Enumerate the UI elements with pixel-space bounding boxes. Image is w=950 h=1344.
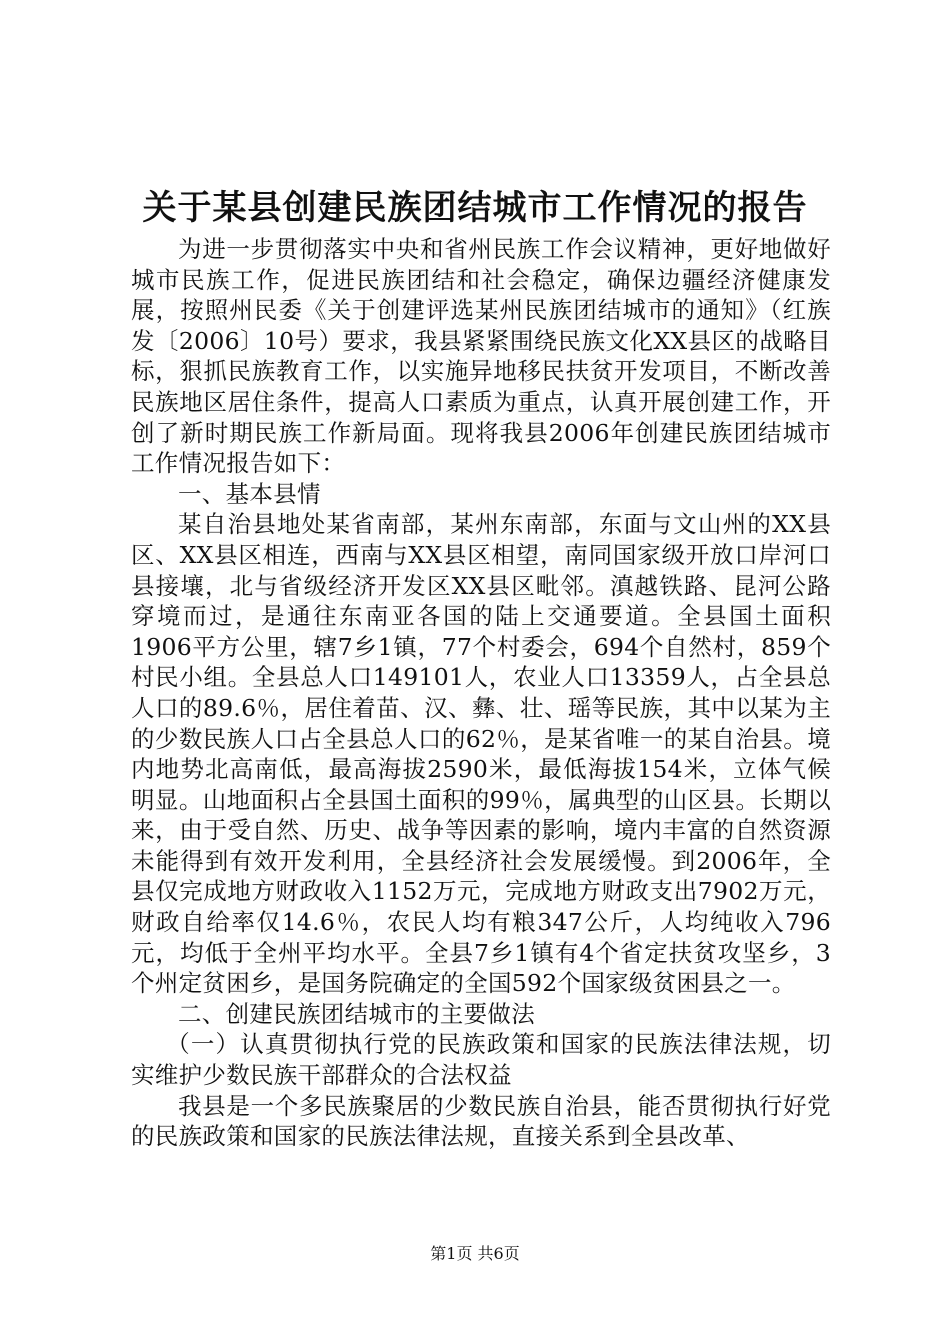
subsection-paragraph-1: 我县是一个多民族聚居的少数民族自治县，能否贯彻执行好党的民族政策和国家的民族法律法规，直接关系到全县改革、: [131, 1091, 831, 1151]
intro-paragraph: 为进一步贯彻落实中央和省州民族工作会议精神，更好地做好城市民族工作，促进民族团结和社会稳定，确保边疆经济健康发展，按照州民委《关于创建评选某州民族团结城市的通知》（红族发〔2006〕10号）要求，我县紧紧围绕民族文化XX县区的战略目标，狠抓民族教育工作，以实施异地移民扶贫开发项目，不断改善民族地区居住条件，提高人口素质为重点，认真开展创建工作，开创了新时期民族工作新局面。现将我县2006年创建民族团结城市工作情况报告如下：: [131, 235, 831, 478]
section-heading-basic-info: 一、基本县情: [178, 479, 321, 508]
document-body: [131, 234, 831, 1152]
subsection-heading-1: （一）认真贯彻执行党的民族政策和国家的民族法律法规，切实维护少数民族干部群众的合法权益: [131, 1030, 831, 1090]
basic-info-paragraph: 某自治县地处某省南部，某州东南部，东面与文山州的XX县区、XX县区相连，西南与XX县区相望，南同国家级开放口岸河口县接壤，北与省级经济开发区XX县区毗邻。滇越铁路、昆河公路穿境而过，是通往东南亚各国的陆上交通要道。全县国土面积1906平方公里，辖7乡1镇，77个村委会，694个自然村，859个村民小组。全县总人口149101人，农业人口13359人，占全县总人口的89.6％，居住着苗、汉、彝、壮、瑶等民族，其中以某为主的少数民族人口占全县总人口的62％，是某省唯一的某自治县。境内地势北高南低，最高海拔2590米，最低海拔154米，立体气候明显。山地面积占全县国土面积的99％，属典型的山区县。长期以来，由于受自然、历史、战争等因素的影响，境内丰富的自然资源未能得到有效开发利用，全县经济社会发展缓慢。到2006年，全县仅完成地方财政收入1152万元，完成地方财政支出7902万元，财政自给率仅14.6％，农民人均有粮347公斤，人均纯收入796元，均低于全州平均水平。全县7乡1镇有4个省定扶贫攻坚乡，3个州定贫困乡，是国务院确定的全国592个国家级贫困县之一。: [131, 510, 831, 998]
page-footer: 第1页 共6页: [430, 1244, 520, 1263]
section-heading-main-practices: 二、创建民族团结城市的主要做法: [178, 999, 535, 1028]
document-title: 关于某县创建民族团结城市工作情况的报告: [142, 188, 808, 228]
